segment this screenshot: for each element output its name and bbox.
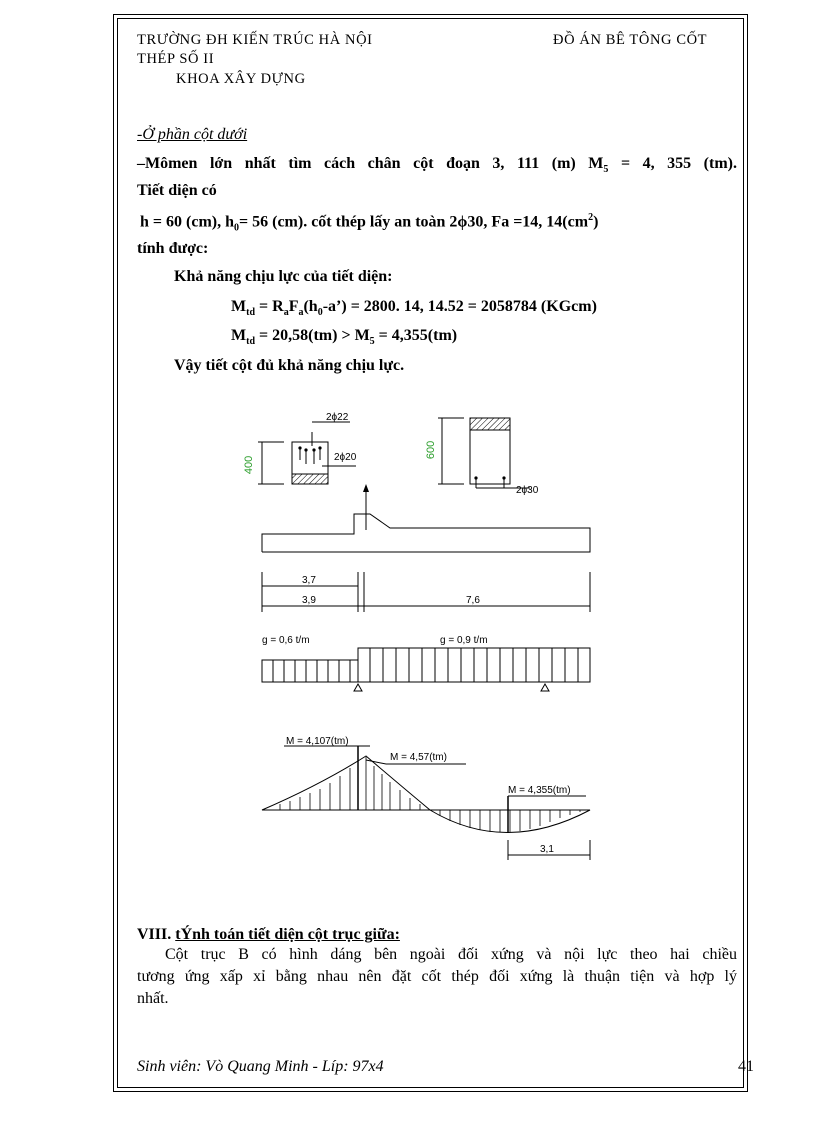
section-400 [243, 412, 357, 484]
dimension-lines [262, 572, 590, 612]
header-project: ĐỒ ÁN BÊ TÔNG CỐT [553, 32, 708, 48]
column-elevation [262, 484, 590, 552]
section-8-line-1: Cột trục B có hình dáng bên ngoài đối xứng và nội lực theo hai chiều [165, 946, 737, 963]
load-right: g = 0,9 t/m [440, 635, 488, 646]
moment-4-107: M = 4,107(tm) [286, 736, 349, 747]
dim-400: 400 [243, 455, 255, 475]
page-number: 41 [738, 1058, 754, 1075]
load-left: g = 0,6 t/m [262, 635, 310, 646]
formula-1: $M_{td}$ = $R_aF_a(h_0-a’) = 2800$. 14, 14.52 = 2058784 (KGcm) [231, 298, 597, 319]
dim-7-6: 7,6 [466, 595, 480, 606]
bars-2phi22: 2ϕ22 [326, 412, 349, 423]
moment-line: –Mômen lớn nhất tìm cách chân cột đoạn 3, 111 (m) $M_5 = 4$, 355 (tm). [137, 155, 737, 176]
section-8-title: VIII. tÝnh toán tiết diện cột trục giữa: [137, 926, 400, 943]
section-8-line-2: tương ứng xấp xỉ bằng nhau nên đặt cốt thép đối xứng là thuận tiện và hợp lý [137, 968, 737, 985]
structural-diagram [240, 400, 610, 870]
moment-4-355: M = 4,355(tm) [508, 785, 571, 796]
dim-3-9: 3,9 [302, 595, 316, 606]
load-diagram [262, 635, 590, 691]
moment-4-57: M = 4,57(tm) [390, 752, 447, 763]
tiet-dien-label: Tiết diện có [137, 182, 217, 199]
formula-2: $M_{td} = 20,58(tm) > M_5 = 4,355(tm)$ [231, 327, 458, 348]
h-line: h = 60 (cm), $h_0= 56$ (cm). cốt thép lấy an toàn 2ϕ30, Fa =14, $14(cm^2)$ [140, 212, 599, 234]
kha-nang-label: Khả năng chịu lực của tiết diện: [174, 268, 393, 285]
dim-3-1: 3,1 [540, 844, 554, 855]
header-faculty: KHOA XÂY DỰNG [176, 71, 306, 87]
conclusion: Vậy tiết cột đủ khả năng chịu lực. [174, 357, 405, 374]
section-label: -Ở phần cột dưới [137, 126, 248, 143]
header-project-cont: THÉP SỐ II [137, 51, 215, 67]
footer-student: Sinh viên: Vò Quang Minh - Líp: 97x4 [137, 1058, 384, 1075]
bars-2phi30: 2ϕ30 [516, 485, 539, 496]
section-600 [425, 418, 539, 496]
bars-2phi20: 2ϕ20 [334, 452, 357, 463]
header-school: TRƯỜNG ĐH KIẾN TRÚC HÀ NỘI [137, 32, 373, 48]
dim-3-7: 3,7 [302, 575, 316, 586]
tinh-duoc: tính được: [137, 240, 209, 257]
moment-diagram [262, 736, 590, 860]
section-8-line-3: nhất. [137, 990, 169, 1007]
dim-600: 600 [425, 440, 437, 460]
